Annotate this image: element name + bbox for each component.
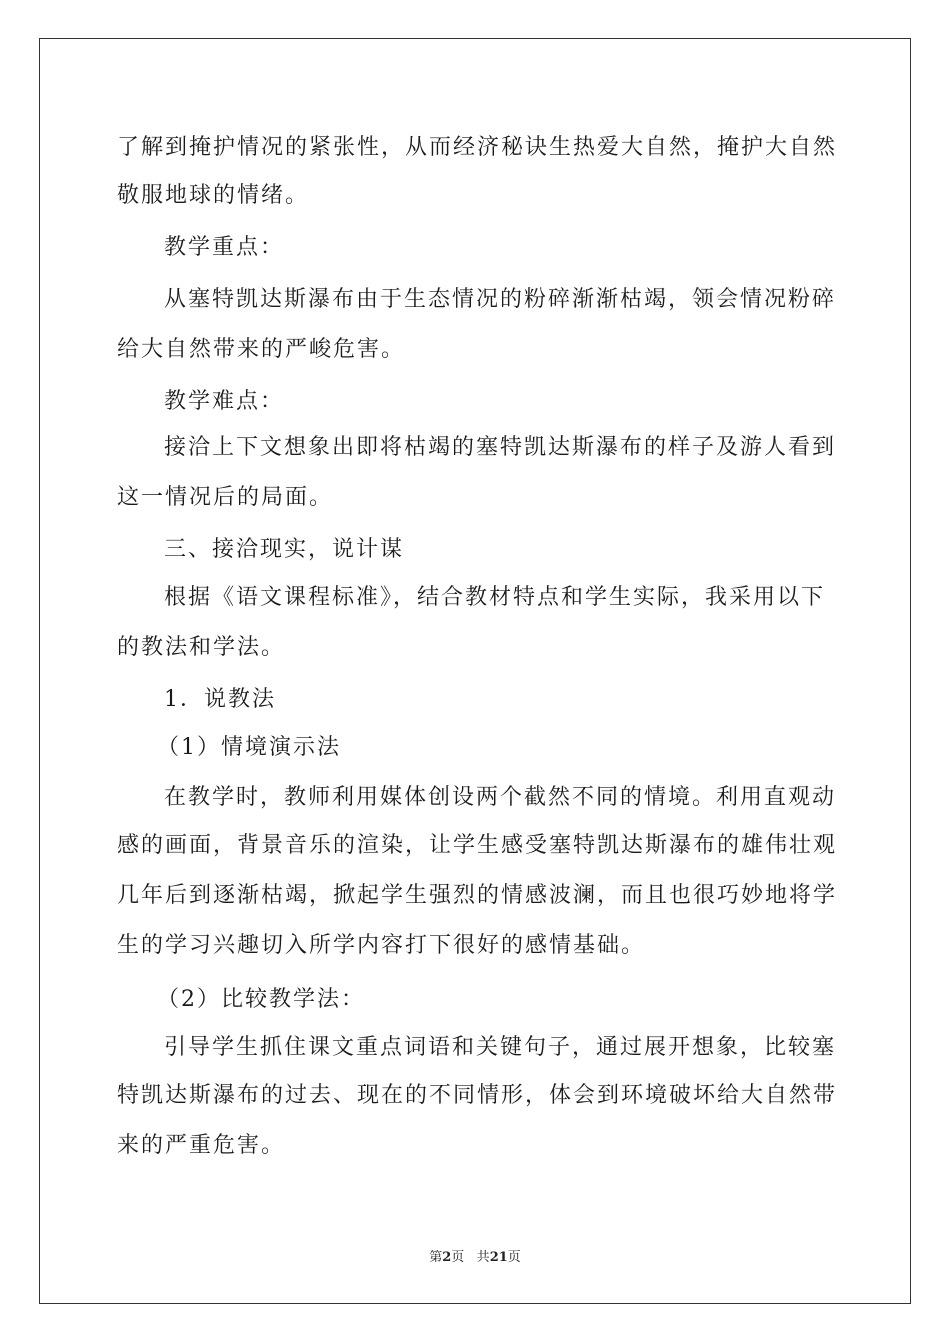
current-page-number: 2 (442, 1250, 452, 1265)
section-heading: 教学重点： (164, 235, 285, 260)
text-line: 在教学时，教师利用媒体创设两个截然不同的情境。利用直观动 (164, 785, 837, 810)
footer-total-unit: 页 (507, 1250, 521, 1265)
text-line: 引导学生抓住课文重点词语和关键句子，通过展开想象，比较塞 (164, 1035, 837, 1060)
footer-prefix: 第 (429, 1250, 443, 1265)
text-line: 特凯达斯瀑布的过去、现在的不同情形，体会到环境破坏给大自然带 (117, 1083, 838, 1108)
text-line: 接洽上下文想象出即将枯竭的塞特凯达斯瀑布的样子及游人看到 (164, 435, 837, 460)
text-line: 几年后到逐渐枯竭，掀起学生强烈的情感波澜，而且也很巧妙地将学 (117, 883, 838, 908)
subsection-heading: （1）情境演示法 (157, 735, 341, 760)
text-line: 感的画面，背景音乐的渲染，让学生感受塞特凯达斯瀑布的雄伟壮观 (117, 833, 838, 858)
text-line: 给大自然带来的严峻危害。 (117, 337, 406, 362)
total-page-count: 21 (489, 1250, 508, 1265)
text-line: 生的学习兴趣切入所学内容打下很好的感情基础。 (117, 933, 646, 958)
footer-total-prefix: 共 (476, 1250, 490, 1265)
page-footer (0, 1246, 950, 1265)
text-line: 根据《语文课程标准》，结合教材特点和学生实际，我采用以下 (164, 585, 826, 610)
subsection-heading: （2）比较教学法： (157, 987, 365, 1012)
footer-page-unit: 页 (451, 1250, 465, 1265)
text-line: 来的严重危害。 (117, 1133, 286, 1158)
section-heading: 教学难点： (164, 389, 285, 414)
text-line: 从塞特凯达斯瀑布由于生态情况的粉碎渐渐枯竭，领会情况粉碎 (164, 287, 837, 312)
section-heading: 1．说教法 (164, 687, 276, 712)
section-heading: 三、接洽现实，说计谋 (164, 537, 405, 562)
text-line: 的教法和学法。 (117, 635, 286, 660)
text-line: 了解到掩护情况的紧张性，从而经济秘诀生热爱大自然，掩护大自然 (117, 135, 838, 160)
text-line: 敬服地球的情绪。 (117, 183, 310, 208)
page-frame (39, 38, 911, 1304)
text-line: 这一情况后的局面。 (117, 485, 334, 510)
